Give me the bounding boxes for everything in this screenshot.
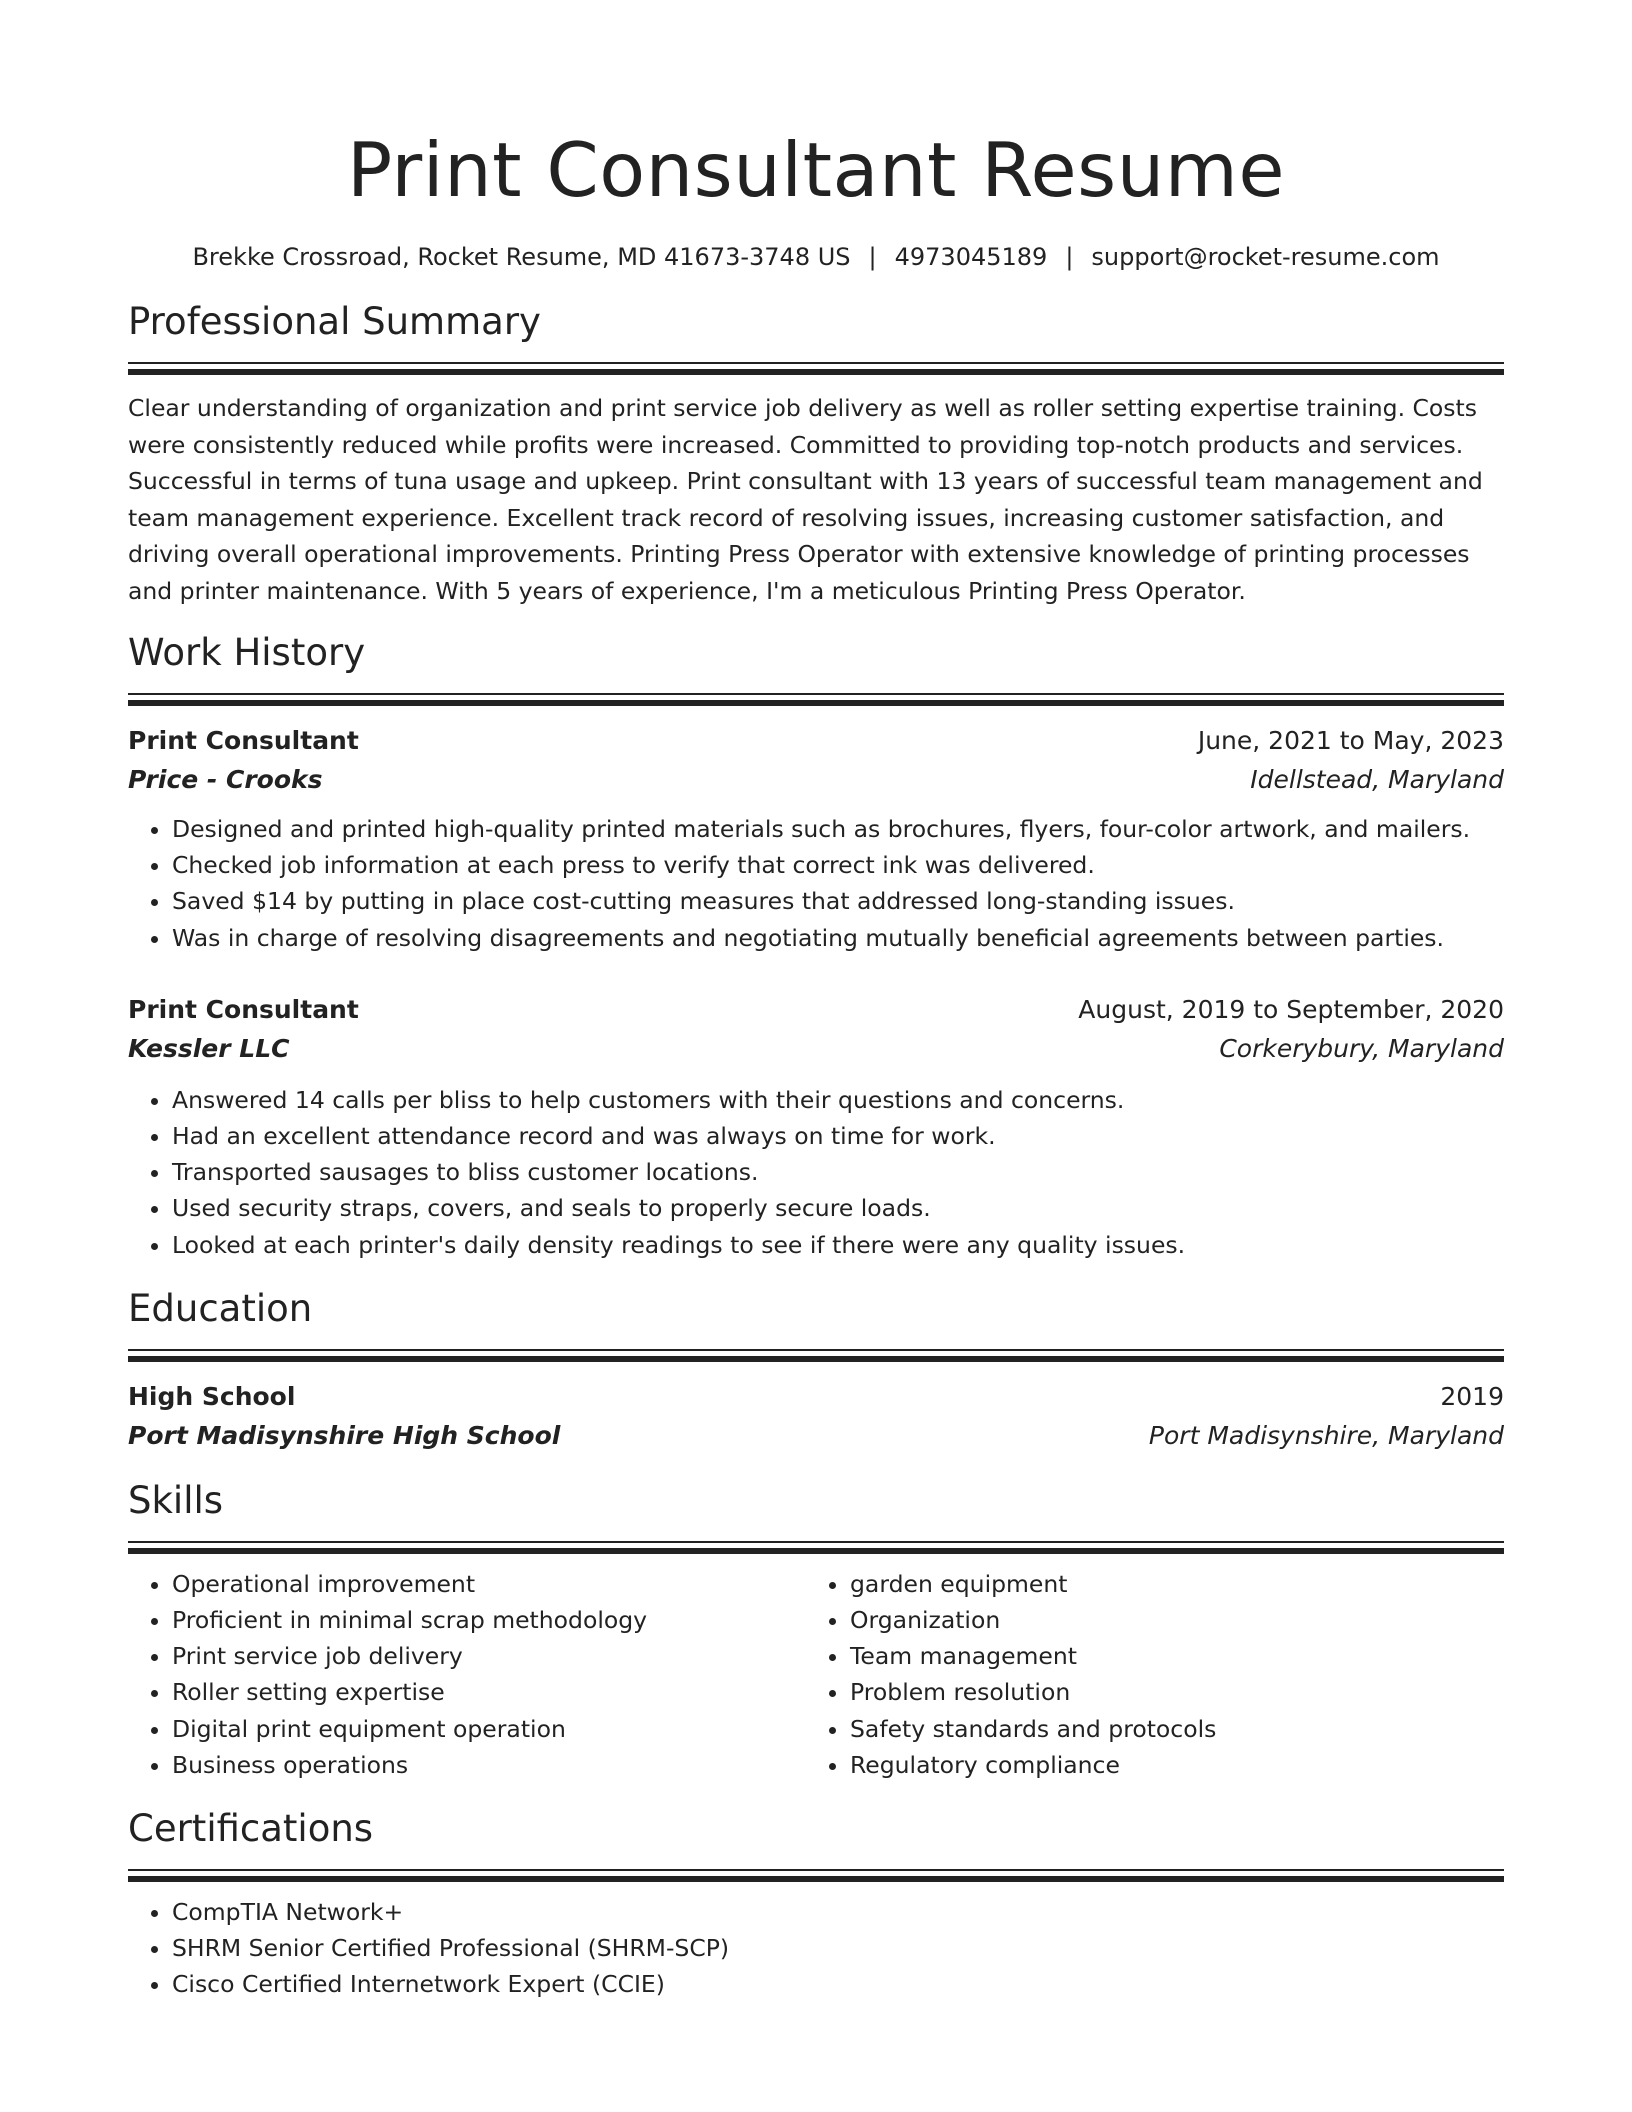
skill-item: • Roller setting expertise: [172, 1674, 806, 1710]
job-role: Print Consultant: [128, 994, 359, 1024]
section-title-summary: Professional Summary: [128, 300, 541, 343]
education-school: Port Madisynshire High School: [128, 1420, 561, 1450]
job-bullet: • Designed and printed high-quality printed materials such as brochures, flyers, four-color artwork, and mailers.: [172, 811, 1504, 847]
skills-column-left: [128, 1566, 806, 1783]
section-title-work: Work History: [128, 631, 366, 674]
section-title-skills: Skills: [128, 1478, 224, 1522]
job-company: Kessler LLC: [128, 1033, 290, 1063]
education-entry: [128, 1377, 1504, 1455]
education-location: Port Madisynshire, Maryland: [1148, 1420, 1504, 1450]
skills-list: [806, 1566, 1484, 1783]
section-divider: [128, 362, 1504, 375]
contact-separator: |: [1065, 243, 1074, 271]
job-header: [128, 721, 1504, 760]
section-divider: [128, 1349, 1504, 1362]
resume-title: Print Consultant Resume: [347, 126, 1285, 214]
job-entry: [128, 990, 1504, 1263]
job-subheader: [128, 1029, 1504, 1068]
education-degree: High School: [128, 1381, 296, 1411]
skills-column-right: [806, 1566, 1484, 1783]
contact-address: Brekke Crossroad, Rocket Resume, MD 41673-3748 US: [192, 243, 851, 271]
skill-item: • Organization: [850, 1602, 1484, 1638]
skill-item: • Digital print equipment operation: [172, 1711, 806, 1747]
job-bullet: • Used security straps, covers, and seals to properly secure loads.: [172, 1190, 1504, 1226]
certifications-section: [128, 1803, 1504, 2003]
summary-section: [128, 296, 1504, 609]
contact-line: [128, 240, 1504, 274]
section-divider: [128, 693, 1504, 706]
section-title-certifications: Certifications: [128, 1807, 374, 1851]
education-subheader: [128, 1416, 1504, 1455]
skill-item: • Print service job delivery: [172, 1638, 806, 1674]
section-divider: [128, 1541, 1504, 1554]
job-subheader: [128, 760, 1504, 799]
contact-email: support@rocket-resume.com: [1091, 243, 1440, 271]
job-bullet: • Saved $14 by putting in place cost-cutting measures that addressed long-standing issues.: [172, 883, 1504, 919]
skills-list: [128, 1566, 806, 1783]
skills-section: [128, 1475, 1504, 1783]
job-bullet: • Answered 14 calls per bliss to help customers with their questions and concerns.: [172, 1082, 1504, 1118]
job-location: Idellstead, Maryland: [1250, 765, 1504, 794]
skill-item: • Team management: [850, 1638, 1484, 1674]
job-header: [128, 990, 1504, 1029]
education-section: [128, 1283, 1504, 1455]
certification-item: • SHRM Senior Certified Professional (SHRM-SCP): [172, 1930, 1504, 1966]
job-dates: June, 2021 to May, 2023: [1197, 726, 1504, 755]
skill-item: • garden equipment: [850, 1566, 1484, 1602]
certifications-list: [128, 1894, 1504, 2003]
contact-phone: 4973045189: [894, 243, 1048, 271]
job-company: Price - Crooks: [128, 765, 323, 794]
job-bullet: • Looked at each printer's daily density readings to see if there were any quality issues.: [172, 1227, 1504, 1263]
education-year: 2019: [1440, 1381, 1504, 1411]
job-entry: [128, 721, 1504, 956]
job-bullet: • Checked job information at each press to verify that correct ink was delivered.: [172, 847, 1504, 883]
section-divider: [128, 1869, 1504, 1882]
job-role: Print Consultant: [128, 726, 359, 755]
skill-item: • Problem resolution: [850, 1674, 1484, 1710]
work-section: [128, 627, 1504, 1263]
job-dates: August, 2019 to September, 2020: [1078, 994, 1504, 1024]
resume-page: [128, 118, 1504, 2003]
skill-item: • Safety standards and protocols: [850, 1711, 1484, 1747]
skill-item: • Business operations: [172, 1747, 806, 1783]
certification-item: • CompTIA Network+: [172, 1894, 1504, 1930]
job-bullets: [128, 811, 1504, 956]
skill-item: • Regulatory compliance: [850, 1747, 1484, 1783]
job-bullet: • Transported sausages to bliss customer locations.: [172, 1154, 1504, 1190]
skills-grid: [128, 1566, 1504, 1783]
skill-item: • Proficient in minimal scrap methodology: [172, 1602, 806, 1638]
section-title-education: Education: [128, 1286, 313, 1330]
skill-item: • Operational improvement: [172, 1566, 806, 1602]
job-bullet: • Had an excellent attendance record and was always on time for work.: [172, 1118, 1504, 1154]
education-header: [128, 1377, 1504, 1416]
job-bullets: [128, 1082, 1504, 1263]
summary-text: Clear understanding of organization and print service job delivery as well as roller setting expertise training. Costs were consistently reduced while profits were increased. Committed to providing top-notch products and services. Successful in terms of tuna usage and upkeep. Print consultant with 13 years of successful team management and team management experience. Excellent track record of resolving issues, increasing customer satisfaction, and driving overall operational improvements. Printing Press Operator with extensive knowledge of printing processes and printer maintenance. With 5 years of experience, I'm a meticulous Printing Press Operator.: [128, 394, 1483, 605]
job-location: Corkerybury, Maryland: [1219, 1033, 1504, 1063]
contact-separator: |: [868, 243, 877, 271]
job-bullet: • Was in charge of resolving disagreements and negotiating mutually beneficial agreements between parties.: [172, 920, 1504, 956]
certification-item: • Cisco Certified Internetwork Expert (CCIE): [172, 1966, 1504, 2002]
